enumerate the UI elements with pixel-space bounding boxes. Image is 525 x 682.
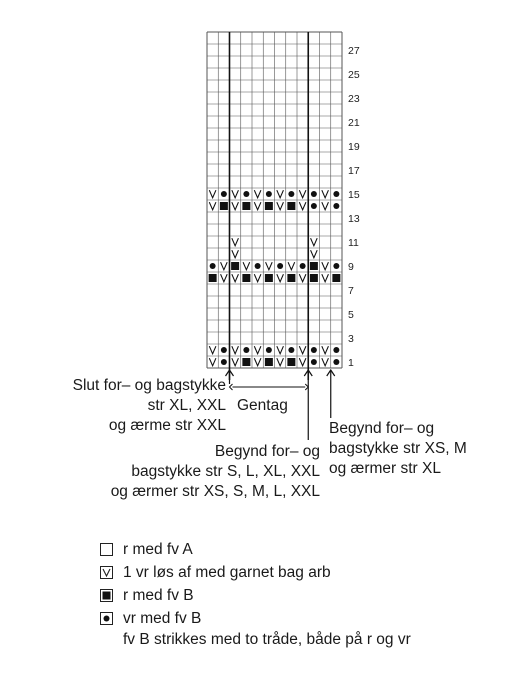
- row-number-labels: [348, 45, 360, 369]
- row-number: 9: [348, 261, 354, 273]
- dot-icon: [333, 263, 339, 269]
- v-slip-icon: [232, 250, 239, 258]
- v-slip-icon: [243, 262, 250, 270]
- row-number: 27: [348, 45, 360, 57]
- legend-item-blank: [100, 538, 411, 561]
- row-number: 17: [348, 165, 360, 177]
- v-slip-icon: [277, 346, 284, 354]
- v-slip-icon: [322, 358, 329, 366]
- dot-icon: [311, 347, 317, 353]
- v-slip-icon: [232, 202, 239, 210]
- v-slip-icon: [311, 238, 318, 246]
- v-slip-icon: [209, 346, 216, 354]
- legend: [100, 538, 411, 652]
- begynd-right-line-3: og ærmer str XL: [329, 460, 441, 477]
- v-slip-icon: [311, 250, 318, 258]
- dot-icon: [288, 347, 294, 353]
- v-slip-icon: [100, 566, 113, 579]
- arrow-left-icon: [230, 384, 233, 390]
- filled-square-icon: [220, 202, 228, 210]
- v-slip-icon: [209, 202, 216, 210]
- dot-icon: [221, 347, 227, 353]
- v-slip-icon: [254, 190, 261, 198]
- v-slip-icon: [221, 274, 228, 282]
- v-slip-icon: [254, 358, 261, 366]
- v-slip-icon: [232, 274, 239, 282]
- filled-square-icon: [242, 358, 250, 366]
- v-slip-icon: [288, 262, 295, 270]
- slut-annotation: [73, 376, 226, 436]
- v-slip-icon: [277, 358, 284, 366]
- legend-label: vr med fv B: [123, 609, 202, 627]
- v-slip-icon: [277, 190, 284, 198]
- dot-icon: [333, 347, 339, 353]
- v-slip-icon: [254, 202, 261, 210]
- row-number: 19: [348, 141, 360, 153]
- v-slip-icon: [299, 202, 306, 210]
- begynd-mid-annotation: [111, 442, 320, 502]
- dot-icon: [311, 203, 317, 209]
- dot-icon: [311, 359, 317, 365]
- row-number: 23: [348, 93, 360, 105]
- v-slip-icon: [266, 262, 273, 270]
- v-slip-icon: [209, 358, 216, 366]
- v-slip-icon: [299, 346, 306, 354]
- filled-square-icon: [310, 274, 318, 282]
- legend-label: 1 vr løs af med garnet bag arb: [123, 563, 331, 581]
- v-slip-icon: [254, 346, 261, 354]
- gentag-label: Gentag: [237, 397, 288, 414]
- dot-icon: [333, 203, 339, 209]
- dot-icon: [277, 263, 283, 269]
- dot-icon: [333, 359, 339, 365]
- legend-label: r med fv A: [123, 540, 193, 558]
- dot-icon: [300, 263, 306, 269]
- v-slip-icon: [299, 274, 306, 282]
- blank-square-icon: [100, 543, 113, 556]
- row-number: 11: [348, 237, 359, 249]
- v-slip-icon: [322, 274, 329, 282]
- legend-item-square: [100, 584, 411, 607]
- v-slip-icon: [221, 262, 228, 270]
- filled-square-icon: [100, 589, 113, 602]
- filled-square-icon: [265, 274, 273, 282]
- v-slip-icon: [299, 190, 306, 198]
- slut-line-3: og ærme str XXL: [108, 417, 226, 434]
- begynd-right-line-1: Begynd for– og: [329, 420, 435, 437]
- v-slip-icon: [254, 274, 261, 282]
- dot-icon: [221, 191, 227, 197]
- dot-icon: [266, 191, 272, 197]
- dot-icon: [255, 263, 261, 269]
- v-slip-icon: [232, 238, 239, 246]
- row-number: 7: [348, 285, 354, 297]
- row-number: 3: [348, 333, 354, 345]
- v-slip-icon: [322, 346, 329, 354]
- filled-square-icon: [287, 274, 295, 282]
- row-number: 1: [348, 357, 354, 369]
- v-slip-icon: [277, 202, 284, 210]
- v-slip-icon: [322, 190, 329, 198]
- legend-note: fv B strikkes med to tråde, både på r og vr: [123, 631, 411, 648]
- begynd-mid-line-2: bagstykke str S, L, XL, XXL: [131, 463, 320, 480]
- filled-square-icon: [265, 358, 273, 366]
- v-slip-icon: [322, 202, 329, 210]
- row-number: 25: [348, 69, 360, 81]
- legend-label: r med fv B: [123, 586, 194, 604]
- dot-icon: [266, 347, 272, 353]
- filled-square-icon: [242, 274, 250, 282]
- filled-square-icon: [287, 202, 295, 210]
- row-number: 15: [348, 189, 360, 201]
- dot-icon: [221, 359, 227, 365]
- slut-line-2: str XL, XXL: [147, 397, 226, 414]
- dot-icon: [288, 191, 294, 197]
- filled-square-icon: [332, 274, 340, 282]
- filled-square-icon: [287, 358, 295, 366]
- dot-icon: [333, 191, 339, 197]
- dot-icon: [243, 191, 249, 197]
- v-slip-icon: [232, 346, 239, 354]
- filled-square-icon: [231, 262, 239, 270]
- v-slip-icon: [299, 358, 306, 366]
- begynd-mid-line-3: og ærmer str XS, S, M, L, XXL: [110, 483, 320, 500]
- filled-square-icon: [209, 274, 217, 282]
- filled-square-icon: [265, 202, 273, 210]
- v-slip-icon: [232, 190, 239, 198]
- filled-square-icon: [310, 262, 318, 270]
- slut-line-1: Slut for– og bagstykke: [72, 377, 226, 394]
- row-number: 5: [348, 309, 354, 321]
- v-slip-icon: [277, 274, 284, 282]
- v-slip-icon: [209, 190, 216, 198]
- legend-item-dot: [100, 607, 411, 630]
- filled-square-icon: [242, 202, 250, 210]
- begynd-mid-line-1: Begynd for– og: [214, 443, 320, 460]
- row-number: 21: [348, 117, 360, 129]
- dot-icon: [243, 347, 249, 353]
- begynd-right-line-2: bagstykke str XS, M: [329, 440, 467, 457]
- legend-item-slip: [100, 561, 411, 584]
- v-slip-icon: [322, 262, 329, 270]
- dot-icon: [210, 263, 216, 269]
- begynd-right-annotation: [329, 419, 467, 479]
- dot-icon: [100, 612, 113, 625]
- v-slip-icon: [232, 358, 239, 366]
- row-number: 13: [348, 213, 360, 225]
- dot-icon: [311, 191, 317, 197]
